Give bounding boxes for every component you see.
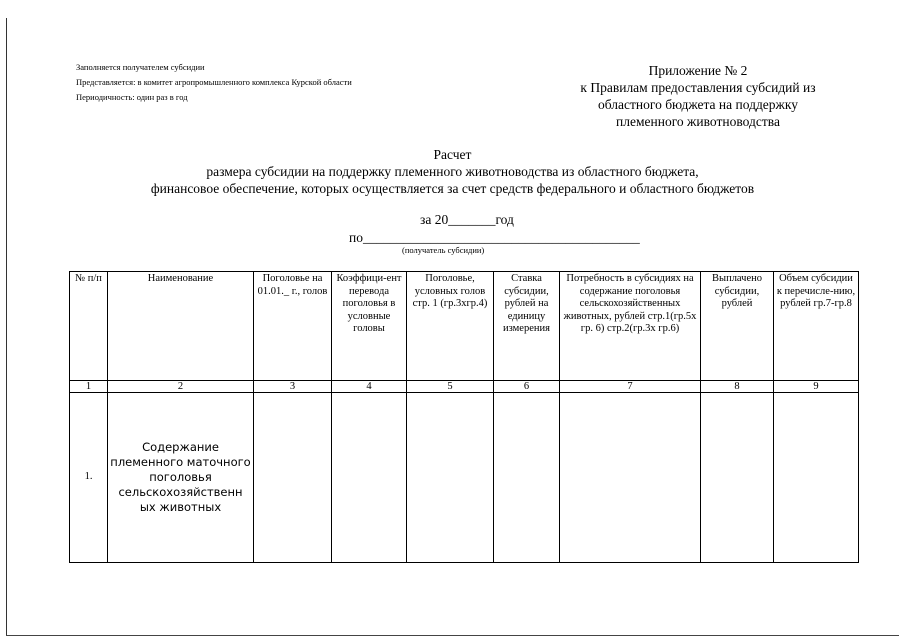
appendix-block <box>560 62 836 130</box>
scan-border-bottom <box>6 635 899 636</box>
header-cell: Ставка субсидии, рублей на единицу измерения <box>494 272 560 381</box>
header-cell: Выплачено субсидии, рублей <box>701 272 774 381</box>
scan-border-left <box>6 18 7 636</box>
column-number: 5 <box>407 381 494 393</box>
row-name: Содержание племенного маточного поголовья сельскохозяйственн ых животных <box>108 393 254 563</box>
table-row <box>70 393 859 563</box>
header-cell: № п/п <box>70 272 108 381</box>
recipient-field: по_________________________________________ <box>349 230 640 245</box>
meta-frequency: Периодичность: один раз в год <box>76 92 188 102</box>
table-cell <box>774 393 859 563</box>
meta-submitted-to: Представляется: в комитет агропромышленного комплекса Курской области <box>76 77 352 87</box>
year-field: за 20_______год <box>420 212 514 227</box>
header-cell: Наименование <box>108 272 254 381</box>
column-number: 4 <box>332 381 407 393</box>
subsidy-table <box>69 271 859 563</box>
meta-filled-by: Заполняется получателем субсидии <box>76 62 205 72</box>
column-number-row <box>70 381 859 393</box>
table-cell <box>494 393 560 563</box>
document-subtitle-line-1: размера субсидии на поддержку племенного животноводства из областного бюджета, <box>206 164 699 179</box>
appendix-line-3: племенного животноводства <box>616 114 780 129</box>
table-cell <box>701 393 774 563</box>
header-cell: Потребность в субсидиях на содержание поголовья сельскохозяйственных животных, рублей стр.1(гр.5х гр. 6) стр.2(гр.3х гр.6) <box>560 272 701 381</box>
appendix-line-1: к Правилам предоставления субсидий из <box>580 80 816 95</box>
table-cell <box>332 393 407 563</box>
table-cell <box>254 393 332 563</box>
column-number: 8 <box>701 381 774 393</box>
table-cell <box>560 393 701 563</box>
row-index: 1. <box>70 393 108 563</box>
column-number: 1 <box>70 381 108 393</box>
appendix-title: Приложение № 2 <box>648 63 748 78</box>
header-cell: Поголовье на 01.01._ г., голов <box>254 272 332 381</box>
document-subtitle-line-2: финансовое обеспечение, которых осуществляется за счет средств федерального и областного бюджетов <box>150 181 755 196</box>
table-header-row <box>70 272 859 381</box>
form-meta <box>76 60 352 105</box>
column-number: 2 <box>108 381 254 393</box>
header-cell: Поголовье, условных голов стр. 1 (гр.3хгр.4) <box>407 272 494 381</box>
column-number: 3 <box>254 381 332 393</box>
header-cell: Объем субсидии к перечисле-нию, рублей гр.7-гр.8 <box>774 272 859 381</box>
header-cell: Коэффици-ент перевода поголовья в условные головы <box>332 272 407 381</box>
appendix-line-2: областного бюджета на поддержку <box>597 97 798 112</box>
table-cell <box>407 393 494 563</box>
document-title: Расчет <box>433 147 472 162</box>
column-number: 9 <box>774 381 859 393</box>
column-number: 7 <box>560 381 701 393</box>
recipient-hint: (получатель субсидии) <box>402 245 485 255</box>
column-number: 6 <box>494 381 560 393</box>
